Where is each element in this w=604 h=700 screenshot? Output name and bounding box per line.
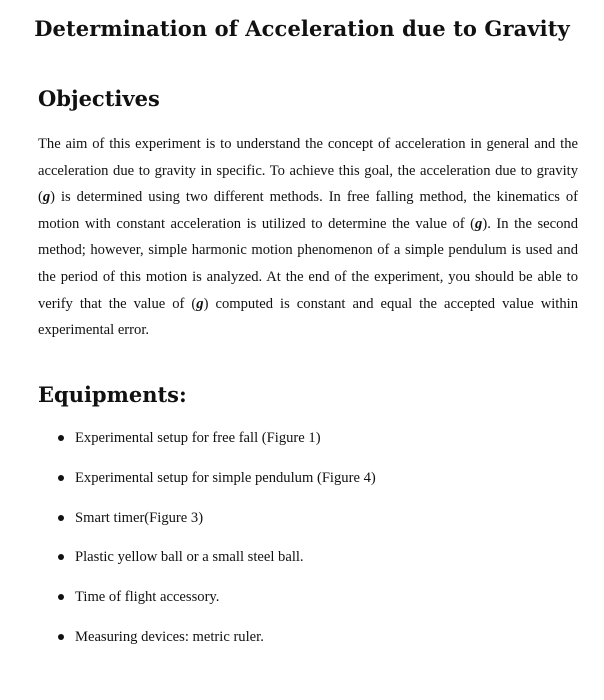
equipment-item	[58, 468, 578, 508]
bullet-icon	[58, 554, 64, 560]
equipment-item	[58, 587, 578, 627]
document-title: Determination of Acceleration due to Gravity	[34, 16, 570, 41]
objectives-text-part: The aim of this experiment is to understand the concept of acceleration in general and the acceleration due to gravity in specific. To achieve this goal, the acceleration due to gravity (	[38, 136, 578, 206]
equipment-item-label: Smart timer(Figure 3)	[75, 509, 204, 526]
bullet-icon	[58, 475, 64, 481]
gravity-variable: g	[475, 215, 483, 232]
bullet-icon	[58, 594, 64, 600]
objectives-paragraph	[38, 131, 578, 344]
equipment-item-label: Experimental setup for free fall (Figure 1)	[75, 430, 321, 446]
equipment-item	[58, 547, 578, 587]
bullet-icon	[58, 435, 64, 441]
equipment-item-label: Plastic yellow ball or a small steel ball.	[75, 549, 304, 566]
equipment-item-label: Experimental setup for simple pendulum (Figure 4)	[75, 469, 376, 486]
bullet-icon	[58, 634, 64, 640]
gravity-variable: g	[42, 189, 51, 206]
bullet-icon	[58, 515, 64, 521]
objectives-text-part: ). In the second method; however, simple harmonic motion phenomenon of a simple pendulum is used and the period of this motion is analyzed. At the end of the experiment, you should be able to verify that the value of (	[38, 215, 578, 312]
equipment-item	[58, 508, 578, 548]
equipment-item	[58, 627, 578, 667]
equipment-list	[58, 428, 578, 667]
objectives-text-part: ) computed is constant and equal the accepted value within experimental error.	[38, 295, 578, 339]
gravity-variable: g	[196, 295, 204, 312]
equipment-item-label: Time of flight accessory.	[75, 589, 220, 606]
objectives-heading: Objectives	[38, 86, 160, 111]
objectives-text-part: ) is determined using two different methods. In free falling method, the kinematics of motion with constant acceleration is utilized to determine the value of (	[38, 189, 578, 232]
equipment-item	[58, 428, 578, 468]
equipments-heading: Equipments:	[38, 382, 187, 407]
equipment-item-label: Measuring devices: metric ruler.	[75, 628, 264, 645]
